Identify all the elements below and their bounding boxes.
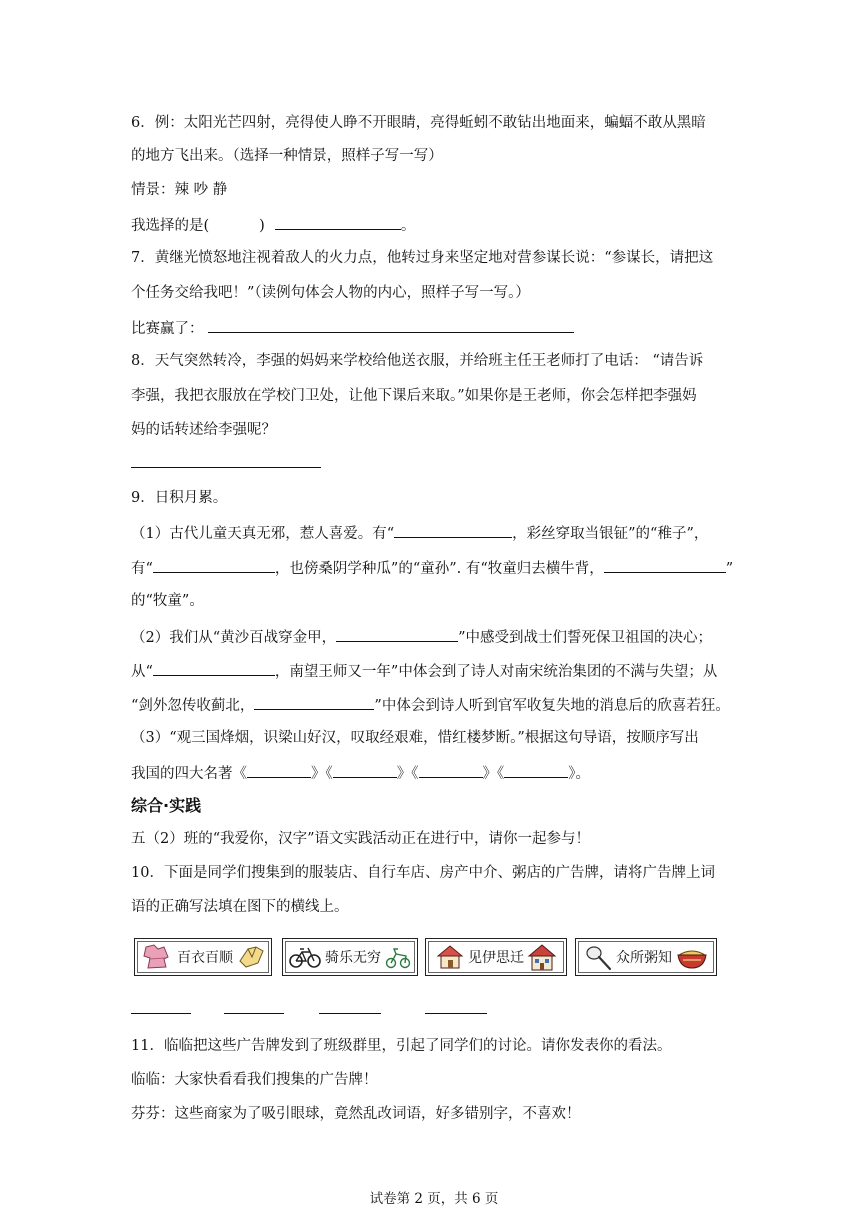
- q6-choice-label: 我选择的是(: [131, 218, 210, 234]
- shirt-icon: [236, 943, 266, 971]
- q9-p2-text-d: ，南望王师又一年”中体会到了诗人对南宋统治集团的不满与失望；从: [274, 664, 718, 680]
- sign-answer-blank-3[interactable]: [319, 1013, 381, 1014]
- sign-text-clothing: 百衣百顺: [177, 950, 233, 966]
- q6-answer-line: [131, 214, 415, 236]
- q9-p2-line-1: [131, 626, 712, 648]
- q8-answer-line: [131, 452, 321, 474]
- bicycle-icon: [288, 944, 322, 970]
- signboard-porridge: [575, 938, 717, 976]
- q9-p2-line-3: [131, 694, 730, 716]
- house-icon: [435, 943, 465, 971]
- q6-line-1: 6．例：太阳光芒四射，亮得使人睁不开眼睛，亮得蚯蚓不敢钻出地面来，蝙蝠不敢从黑暗: [131, 115, 706, 131]
- section-title: 综合·实践: [131, 796, 202, 815]
- sign-answer-blank-2[interactable]: [224, 1013, 284, 1014]
- q9-p1-text-b: ，彩丝穿取当银钲”的“稚子”，: [512, 526, 709, 542]
- q9-title: 9．日积月累。: [131, 490, 228, 506]
- q7-line-1: 7．黄继光愤怒地注视着敌人的火力点，他转过身来坚定地对营参谋长说：“参谋长，请把这: [131, 250, 714, 266]
- q10-line-2: 语的正确写法填在图下的横线上。: [131, 899, 349, 915]
- q6-answer-blank[interactable]: [275, 214, 401, 230]
- q9-p3-text: 我国的四大名著《: [131, 766, 247, 782]
- q9-p3-sep-3: 》《: [482, 766, 505, 782]
- q9-p1-text-e: ”: [725, 561, 734, 577]
- q9-p1-line-3: 的“牧童”。: [131, 593, 204, 609]
- sign-answer-blank-4[interactable]: [425, 1013, 487, 1014]
- q9-book-blank-4[interactable]: [504, 762, 568, 778]
- q6-answer-end: 。: [400, 218, 416, 234]
- signboard-bicycle: [282, 938, 418, 976]
- sign-text-porridge: 众所粥知: [616, 950, 672, 966]
- dress-icon: [140, 943, 174, 971]
- q9-p1-blank-2[interactable]: [153, 557, 275, 573]
- q9-p3-sep-2: 》《: [396, 766, 419, 782]
- q9-p1-text-c: 有“: [131, 561, 153, 577]
- signboard-clothing: [134, 938, 272, 976]
- page-footer: 试卷第 2 页，共 6 页: [369, 1191, 499, 1207]
- q11-dialogue-fenfen: 芬芬：这些商家为了吸引眼球，竟然乱改词语，好多错别字，不喜欢！: [131, 1106, 581, 1122]
- q9-p2-line-2: [131, 660, 717, 682]
- signboard-real-estate: [425, 938, 567, 976]
- q9-p1-blank-1[interactable]: [394, 522, 512, 538]
- q9-p1-text-d: ，也傍桑阴学种瓜”的“童孙”. 有“牧童归去横牛背，: [274, 561, 604, 577]
- q9-p3-line-1: （3）“观三国烽烟，识梁山好汉，叹取经艰难，惜红楼梦断。”根据这句导语，按顺序写出: [131, 730, 699, 746]
- q6-line-2: 的地方飞出来。（选择一种情景，照样子写一写）: [131, 148, 443, 164]
- q9-p2-text-c: 从“: [131, 664, 153, 680]
- section-intro: 五（2）班的“我爱你，汉字”语文实践活动正在进行中，请你一起参与！: [131, 831, 591, 847]
- q8-line-3: 妈的话转述给李强呢？: [131, 422, 276, 438]
- spoon-icon: [583, 942, 613, 972]
- q6-scenarios: 情景：辣 吵 静: [131, 182, 228, 198]
- q7-answer-blank[interactable]: [208, 317, 574, 333]
- q9-p2-blank-2[interactable]: [153, 660, 275, 676]
- bowl-icon: [675, 943, 709, 971]
- q9-p1-text-a: （1）古代儿童天真无邪，惹人喜爱。有“: [131, 526, 395, 542]
- q9-book-blank-2[interactable]: [333, 762, 397, 778]
- q8-line-1: 8．天气突然转冷，李强的妈妈来学校给他送衣服，并给班主任王老师打了电话： “请告诉: [131, 353, 704, 369]
- scooter-icon: [384, 944, 412, 970]
- q9-p2-blank-3[interactable]: [254, 694, 374, 710]
- q9-book-blank-3[interactable]: [419, 762, 483, 778]
- q11-dialogue-linlin: 临临：大家快看看我们搜集的广告牌！: [131, 1072, 378, 1088]
- q9-p2-text-b: ”中感受到战士们誓死保卫祖国的决心；: [458, 630, 713, 646]
- q9-p3-end: 》。: [568, 766, 590, 782]
- q7-answer-line: [131, 317, 574, 339]
- q8-answer-blank[interactable]: [131, 452, 321, 468]
- q9-p3-sep-1: 》《: [311, 766, 333, 782]
- q9-p2-text-a: （2）我们从“黄沙百战穿金甲，: [131, 630, 337, 646]
- sign-text-real-estate: 见伊思迁: [468, 950, 524, 966]
- q7-prompt: 比赛赢了：: [131, 321, 204, 337]
- q9-p2-text-f: ”中体会到诗人听到官军收复失地的消息后的欣喜若狂。: [374, 698, 730, 714]
- sign-answer-blank-1[interactable]: [131, 1013, 191, 1014]
- q9-p1-line-1: [131, 522, 708, 544]
- q11-line-1: 11．临临把这些广告牌发到了班级群里，引起了同学们的讨论。请你发表你的看法。: [131, 1038, 672, 1054]
- q8-line-2: 李强，我把衣服放在学校门卫处，让他下课后来取。”如果你是王老师，你会怎样把李强妈: [131, 388, 697, 404]
- q7-line-2: 个任务交给我吧！”（读例句体会人物的内心，照样子写一写。）: [131, 285, 530, 301]
- q9-p2-text-e: “剑外忽传收蓟北，: [131, 698, 255, 714]
- q9-p1-blank-3[interactable]: [604, 557, 726, 573]
- q9-p2-blank-1[interactable]: [336, 626, 458, 642]
- q9-p1-line-2: [131, 557, 733, 579]
- q10-line-1: 10．下面是同学们搜集到的服装店、自行车店、房产中介、粥店的广告牌，请将广告牌上词: [131, 865, 715, 881]
- q9-book-blank-1[interactable]: [247, 762, 311, 778]
- sign-text-bicycle: 骑乐无穷: [325, 950, 381, 966]
- q6-choice-close: ): [259, 218, 265, 234]
- q9-p3-line-2: [131, 762, 590, 784]
- building-icon: [527, 942, 557, 972]
